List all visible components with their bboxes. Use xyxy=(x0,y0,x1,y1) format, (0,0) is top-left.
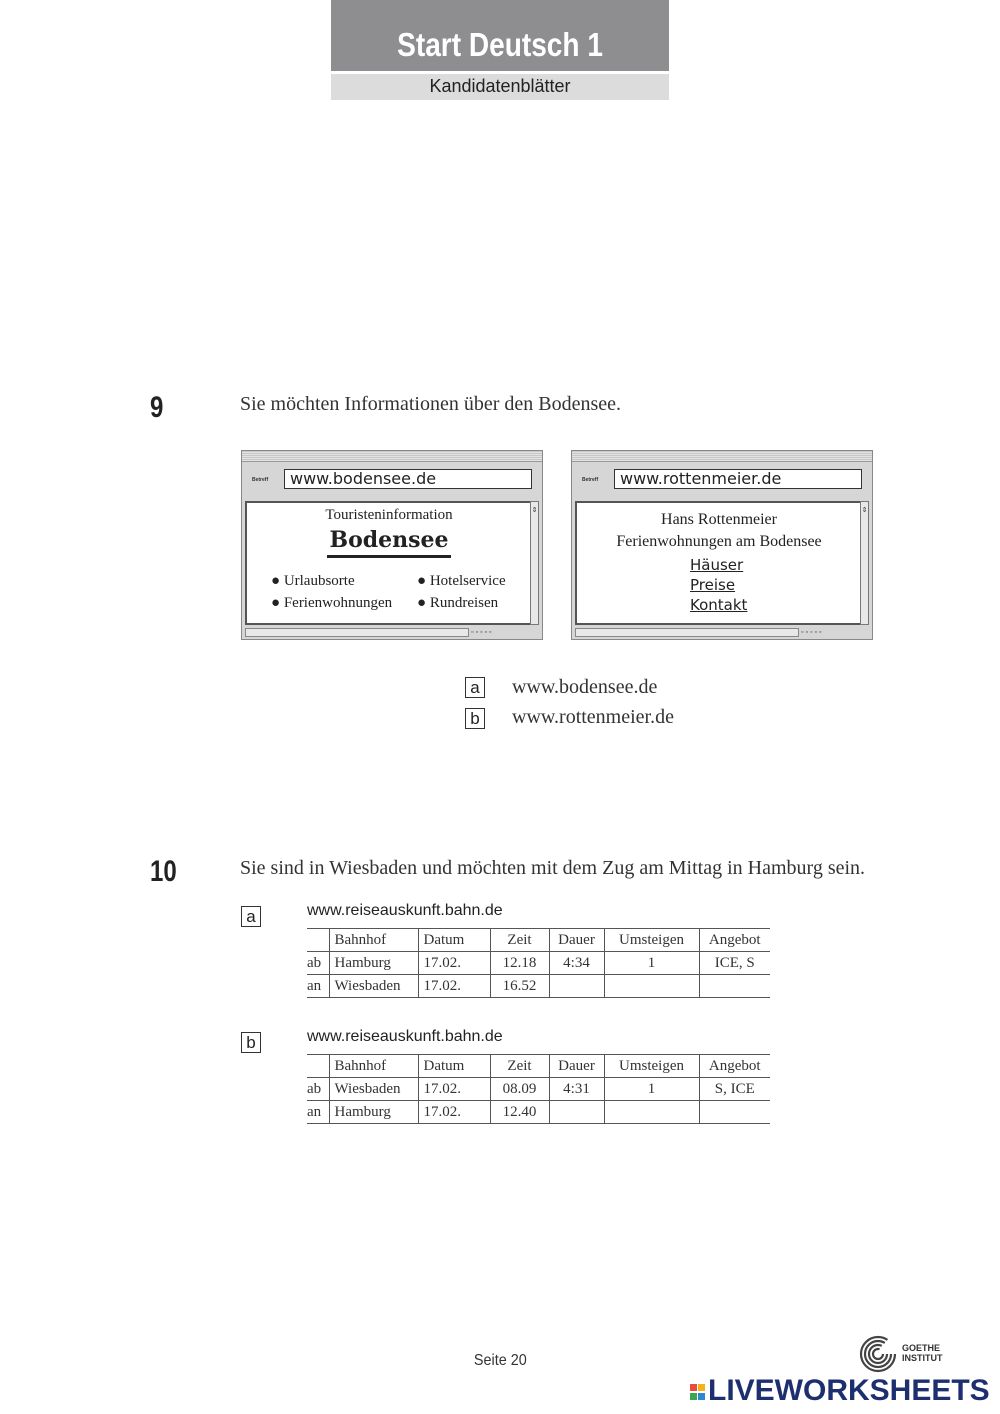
scroll-up-icon: ⇕ xyxy=(531,506,538,514)
table-row: ab Wiesbaden 17.02. 08.09 4:31 1 S, ICE xyxy=(307,1078,770,1101)
page-title: Bodensee xyxy=(247,527,531,558)
browser-window-bodensee xyxy=(241,450,543,640)
address-bar: www.rottenmeier.de xyxy=(614,469,862,489)
goethe-logo-icon xyxy=(858,1334,898,1374)
horizontal-scrollbar xyxy=(245,628,469,637)
table-header-row: Bahnhof Datum Zeit Dauer Umsteigen Angebot xyxy=(307,1055,770,1078)
toolbar-icons: ▫▫▫▫▫ xyxy=(801,628,824,636)
vertical-scrollbar xyxy=(860,501,869,625)
link-preise: Preise xyxy=(690,576,736,594)
page-content xyxy=(575,501,863,625)
window-title-bar xyxy=(572,451,872,462)
page-content xyxy=(245,501,533,625)
table-row: ab Hamburg 17.02. 12.18 4:34 1 ICE, S xyxy=(307,952,770,975)
question-number-10: 10 xyxy=(150,855,177,888)
timetable-title: www.reiseauskunft.bahn.de xyxy=(307,1028,503,1045)
option-box-a[interactable]: a xyxy=(465,677,485,698)
liveworksheets-logo-icon xyxy=(690,1383,708,1401)
page-owner: Hans Rottenmeier xyxy=(661,511,777,528)
option-text-a: www.bodensee.de xyxy=(512,676,658,698)
bullet-item: ● Ferienwohnungen xyxy=(271,595,393,611)
toolbar-icons: ▫▫▫▫▫ xyxy=(471,628,494,636)
horizontal-scrollbar xyxy=(575,628,799,637)
document-title: Start Deutsch 1 xyxy=(331,0,669,71)
timetable-b xyxy=(307,1054,770,1124)
address-label: Betreff xyxy=(582,477,599,483)
question-number-9: 9 xyxy=(150,391,164,424)
option-box-b[interactable]: b xyxy=(465,708,485,729)
link-kontakt: Kontakt xyxy=(690,596,748,614)
document-subtitle: Kandidatenblätter xyxy=(331,74,669,100)
scroll-up-icon: ⇕ xyxy=(861,506,868,514)
liveworksheets-logo: LIVEWORKSHEETS xyxy=(690,1374,990,1408)
table-row: an Hamburg 17.02. 12.40 xyxy=(307,1101,770,1124)
browser-window-rottenmeier xyxy=(571,450,873,640)
goethe-institut-logo-text: GOETHE INSTITUT xyxy=(902,1343,943,1363)
bullet-item: ● Rundreisen xyxy=(417,595,499,611)
question-9-text: Sie möchten Informationen über den Bodensee. xyxy=(240,393,621,415)
timetable-a xyxy=(307,928,770,998)
address-label: Betreff xyxy=(252,477,269,483)
window-title-bar xyxy=(242,451,542,462)
option-box-a[interactable]: a xyxy=(241,906,261,927)
option-text-b: www.rottenmeier.de xyxy=(512,706,674,728)
page-heading: Touristeninformation xyxy=(325,507,453,523)
page-subtitle: Ferienwohnungen am Bodensee xyxy=(616,533,822,550)
timetable-title: www.reiseauskunft.bahn.de xyxy=(307,902,503,919)
bullet-item: ● Hotelservice xyxy=(417,573,506,589)
link-haeuser: Häuser xyxy=(690,556,744,574)
table-header-row: Bahnhof Datum Zeit Dauer Umsteigen Angebot xyxy=(307,929,770,952)
bullet-item: ● Urlaubsorte xyxy=(271,573,355,589)
vertical-scrollbar xyxy=(530,501,539,625)
table-row: an Wiesbaden 17.02. 16.52 xyxy=(307,975,770,998)
question-10-text: Sie sind in Wiesbaden und möchten mit dem Zug am Mittag in Hamburg sein. xyxy=(240,857,866,879)
option-box-b[interactable]: b xyxy=(241,1032,261,1053)
address-bar: www.bodensee.de xyxy=(284,469,532,489)
page-number: Seite 20 xyxy=(473,1352,527,1369)
